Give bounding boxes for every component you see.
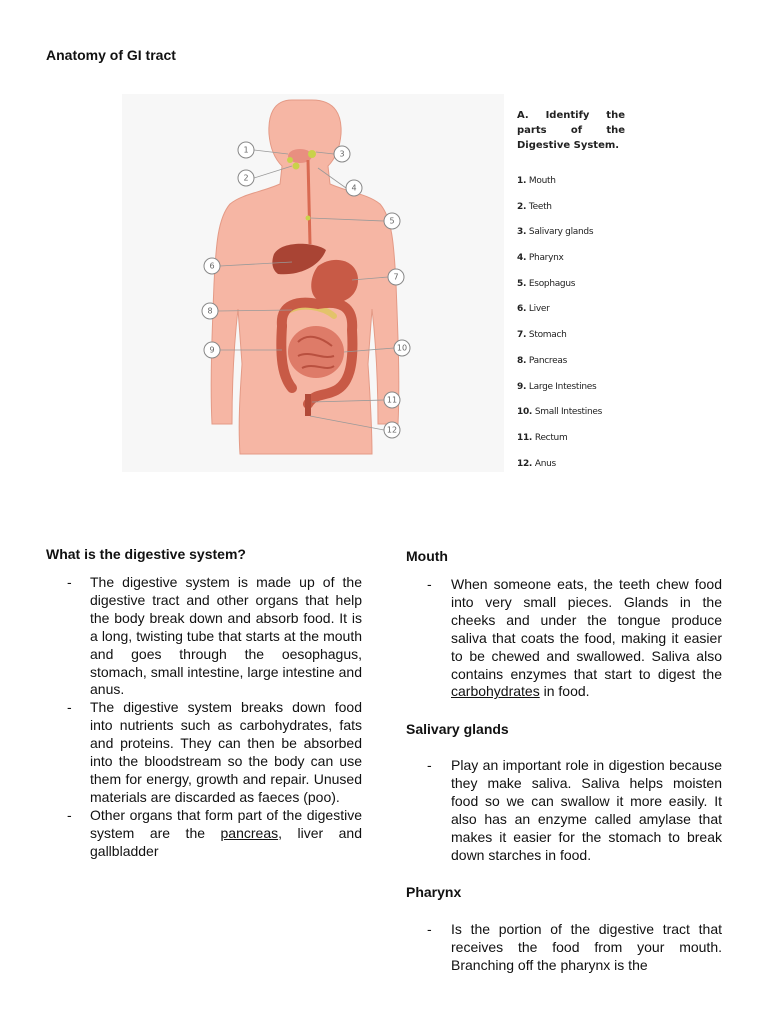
worksheet-item	[517, 303, 625, 329]
callout-label	[334, 146, 350, 162]
worksheet-item	[517, 201, 625, 227]
list-item-text: Other organs that form part of the digestive system are the	[90, 806, 362, 841]
worksheet-item-number: 4.	[517, 253, 529, 264]
callout-label	[346, 180, 362, 196]
svg-text:3: 3	[339, 149, 345, 159]
worksheet-item	[517, 406, 625, 432]
worksheet-item-label: Rectum	[534, 432, 568, 443]
worksheet-item	[517, 329, 625, 355]
list-item: - The digestive system breaks down food into nutrients such as carbohydrates, fats and proteins. They can then be absorbed into the bloodstream so the body can use them for energy, growth and repair. Unused materials are discarded as faeces (poo).	[46, 699, 362, 806]
worksheet-item	[517, 458, 625, 484]
svg-text:11: 11	[386, 395, 398, 405]
svg-text:12: 12	[386, 425, 398, 435]
callout-label	[204, 258, 220, 274]
callout-label	[388, 269, 404, 285]
worksheet-item-label: Esophagus	[528, 278, 576, 289]
mouth-list	[406, 576, 722, 701]
callout-label	[394, 340, 410, 356]
list-item	[46, 807, 362, 861]
pharynx-heading: Pharynx	[406, 884, 462, 900]
list-item-text: in food.	[539, 683, 590, 700]
worksheet-item-number: 9.	[517, 381, 529, 392]
digestive-system-diagram	[122, 94, 504, 472]
worksheet-item-number: 2.	[517, 201, 529, 212]
worksheet-panel	[517, 108, 625, 483]
worksheet-item-number: 8.	[517, 355, 529, 366]
svg-text:8: 8	[207, 306, 213, 316]
worksheet-item	[517, 175, 625, 201]
worksheet-item	[517, 355, 625, 381]
svg-text:2: 2	[243, 173, 249, 183]
worksheet-item-label: Teeth	[528, 201, 552, 212]
callout-label	[384, 392, 400, 408]
svg-text:4: 4	[351, 183, 357, 193]
worksheet-item	[517, 226, 625, 252]
worksheet-item-label: Pancreas	[528, 355, 567, 366]
callout-label	[238, 170, 254, 186]
worksheet-item-number: 11.	[517, 432, 535, 443]
worksheet-heading: A. Identify the parts of the Digestive System.	[517, 110, 625, 151]
list-item-text: , liver and gallbladder	[90, 824, 363, 859]
worksheet-item	[517, 432, 625, 458]
page-title: Anatomy of GI tract	[46, 47, 176, 63]
worksheet-item-number: 3.	[517, 227, 529, 238]
list-item	[406, 576, 722, 701]
worksheet-item-number: 6.	[517, 304, 529, 315]
worksheet-item-number: 5.	[517, 278, 529, 289]
pancreas-link[interactable]: pancreas	[220, 824, 279, 841]
callout-label	[238, 142, 254, 158]
worksheet-list	[517, 175, 625, 483]
worksheet-item-label: Stomach	[528, 330, 567, 341]
callout-label	[384, 213, 400, 229]
salivary-glands-heading: Salivary glands	[406, 721, 509, 737]
callout-label	[204, 342, 220, 358]
worksheet-item	[517, 381, 625, 407]
svg-text:6: 6	[209, 261, 215, 271]
worksheet-item	[517, 278, 625, 304]
svg-text:10: 10	[396, 343, 408, 353]
worksheet-item	[517, 252, 625, 278]
worksheet-item-label: Mouth	[528, 176, 556, 186]
svg-text:1: 1	[243, 145, 249, 155]
mouth-heading: Mouth	[406, 548, 448, 564]
list-item-text: When someone eats, the teeth chew food into very small pieces. Glands in the cheeks and under the tongue produce saliva that coats the food, making it easier to be chewed and swallowed. Saliva also contains enzymes that start to digest the	[451, 576, 722, 682]
worksheet-item-label: Liver	[528, 304, 550, 315]
worksheet-item-number: 1.	[517, 176, 529, 186]
svg-text:5: 5	[389, 216, 395, 226]
digestive-system-heading: What is the digestive system?	[46, 546, 246, 562]
list-item: - Is the portion of the digestive tract that receives the food from your mouth. Branching off the pharynx is the	[406, 921, 722, 975]
worksheet-item-number: 7.	[517, 330, 529, 341]
digestive-system-list	[46, 574, 362, 861]
body-illustration	[122, 94, 504, 472]
list-item: - The digestive system is made up of the digestive tract and other organs that help the body break down and absorb food. It is a long, twisting tube that starts at the mouth and goes through the oesophagus, stomach, small intestine, large intestine and anus.	[46, 574, 362, 699]
worksheet-item-label: Large Intestines	[528, 381, 597, 392]
worksheet-item-number: 10.	[517, 407, 535, 418]
worksheet-item-label: Small Intestines	[534, 407, 603, 418]
worksheet-item-label: Salivary glands	[528, 227, 594, 238]
callout-label	[202, 303, 218, 319]
worksheet-item-number: 12.	[517, 458, 535, 469]
callout-label	[384, 422, 400, 438]
svg-text:9: 9	[209, 345, 215, 355]
list-item: - Play an important role in digestion because they make saliva. Saliva helps moisten food so we can swallow it more easily. It also has an enzyme called amylase that makes it easier for the stomach to break down starches in food.	[406, 757, 722, 864]
worksheet-item-label: Anus	[534, 458, 556, 469]
worksheet-item-label: Pharynx	[528, 253, 564, 264]
svg-text:7: 7	[393, 272, 399, 282]
salivary-glands-list	[406, 757, 722, 864]
pharynx-list	[406, 921, 722, 975]
carbohydrates-link[interactable]: carbohydrates	[451, 683, 540, 700]
